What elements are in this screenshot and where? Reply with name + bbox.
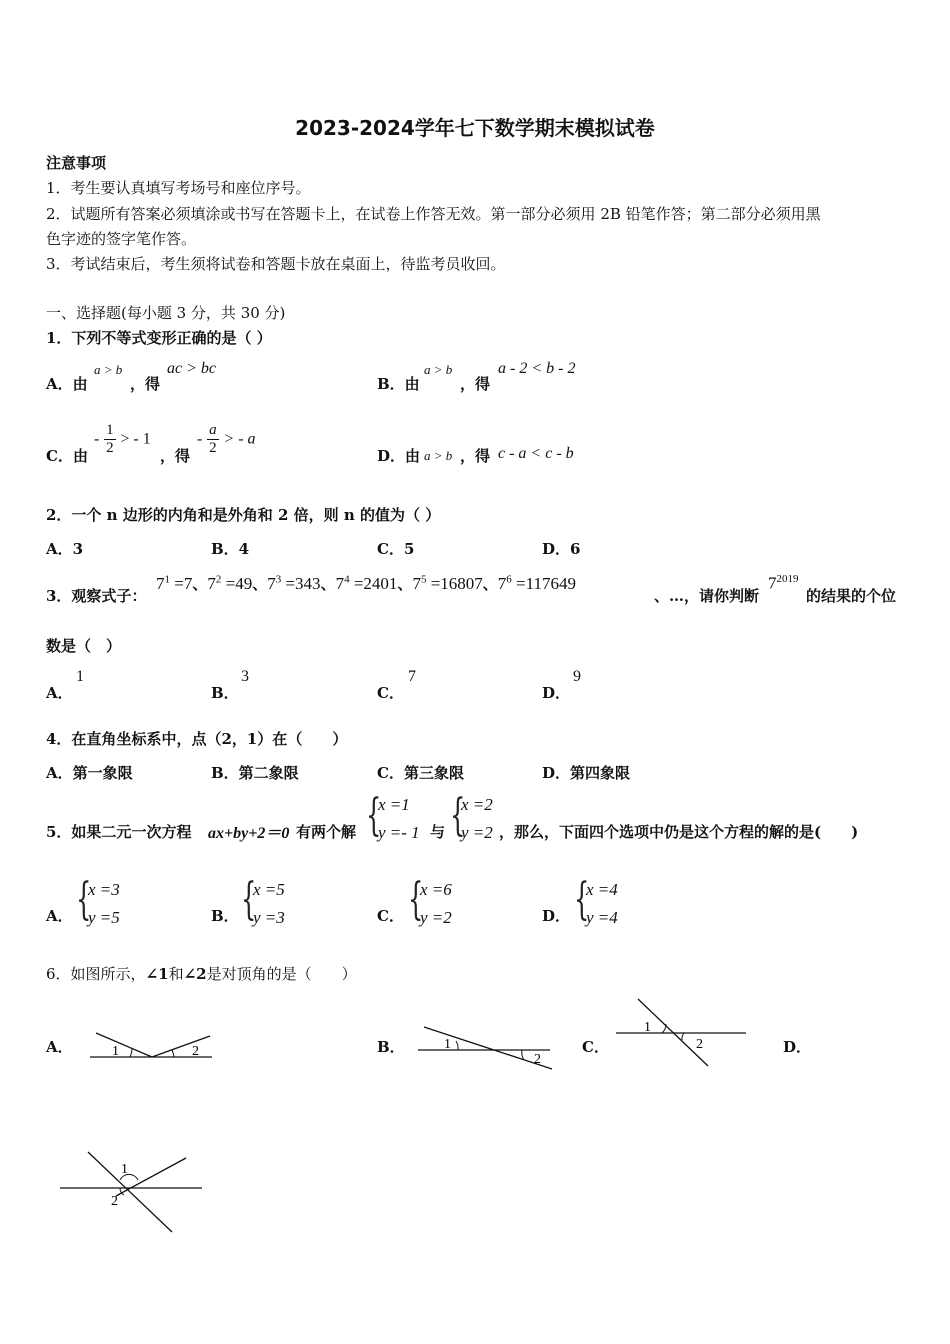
q1-option-b-cond: a > b [424, 362, 453, 377]
q6-stem-end: 是对顶角的是（ ） [206, 965, 357, 983]
q2-option-b: B．4 [211, 540, 250, 558]
q1-option-c-premise [94, 422, 151, 457]
notice-heading: 注意事项 [46, 154, 107, 172]
q3-sep-3: 、 [320, 575, 336, 593]
q6-d-label-2: 2 [111, 1194, 118, 1209]
q3-power-4 [336, 574, 398, 593]
q1-c-minus-2: - [197, 430, 203, 448]
q6-a-ray-right [152, 1036, 210, 1057]
q6-a-arc-2 [172, 1050, 174, 1057]
q3-p1-base: 7 [156, 574, 165, 593]
q5-option-b-system [253, 876, 285, 932]
q5-sol2 [461, 791, 493, 847]
q3-p4-exp: 4 [344, 573, 350, 586]
q3-p6-val: =117649 [516, 574, 577, 593]
q5-stem-mid: 有两个解 [296, 823, 357, 841]
q5-option-c-system [420, 876, 452, 932]
q6-b-arc-2 [522, 1050, 524, 1060]
q4-option-d: D．第四象限 [542, 764, 631, 782]
q1-option-c-mid: ，得 [160, 447, 191, 465]
q3-p2-val: =49 [225, 574, 253, 593]
q3-sep-2: 、 [252, 575, 268, 593]
q5-option-a-y: y =5 [88, 908, 120, 927]
q3-p5-val: =16807 [430, 574, 483, 593]
q5-option-a-brace: { [76, 874, 92, 925]
q6-angle-1: ∠1 [145, 965, 169, 983]
q3-option-c-label: C． [377, 684, 404, 702]
q6-stem-start: 6．如图所示， [46, 965, 146, 983]
q1-option-a-cond: a > b [94, 362, 123, 377]
q6-c-label-1: 1 [644, 1020, 651, 1035]
q4-option-c: C．第三象限 [377, 764, 464, 782]
q1-option-b-label: B．由 [377, 375, 420, 393]
q3-p3-val: =343 [285, 574, 321, 593]
q1-option-a-label: A．由 [46, 375, 88, 393]
q1-option-b-mid: ，得 [460, 375, 491, 393]
q3-p6-exp: 6 [506, 573, 512, 586]
q5-sol1-brace: { [366, 790, 382, 841]
q6-b-arc-1 [456, 1041, 458, 1050]
q3-option-b-value: 3 [241, 668, 249, 685]
q6-option-d-label: D． [783, 1038, 812, 1056]
q1-option-c-label: C．由 [46, 447, 88, 465]
q5-join: 与 [430, 823, 446, 841]
q3-p6-base: 7 [497, 574, 507, 593]
q3-p4-base: 7 [335, 574, 345, 593]
q5-sol1-x: x =1 [378, 795, 410, 814]
q5-stem-end: ，那么，下面四个选项中仍是这个方程的解的是( ) [499, 823, 859, 841]
q6-b-label-1: 1 [444, 1037, 451, 1052]
q6-option-c-label: C． [582, 1038, 609, 1056]
q3-sep-1: 、 [192, 575, 208, 593]
q2-option-c: C．5 [377, 540, 415, 558]
q1-option-a-mid: ，得 [130, 375, 161, 393]
q2-stem: 2．一个 n 边形的内角和是外角和 2 倍，则 n 的值为（ ） [46, 506, 441, 524]
q6-stem [46, 963, 357, 984]
q3-option-a-label: A． [46, 684, 73, 702]
notice-item-2-cont: 色字迹的签字笔作答。 [46, 230, 197, 248]
q1-c-num-1: 1 [106, 422, 114, 438]
q3-power-6 [498, 574, 576, 593]
q1-stem: 1．下列不等式变形正确的是（ ） [46, 329, 272, 347]
q3-p4-val: =2401 [353, 574, 398, 593]
q1-c-num-2: a [209, 422, 217, 438]
q6-and: 和 [168, 965, 184, 983]
notice-item-1: 1．考生要认真填写考场号和座位序号。 [46, 179, 311, 197]
q5-option-b-brace: { [241, 874, 257, 925]
q5-equation: ax+by+2＝0 [208, 825, 290, 842]
q5-option-c-x: x =6 [420, 880, 452, 899]
q6-a-label-1: 1 [112, 1044, 119, 1059]
q6-figure-d [58, 1148, 208, 1238]
notice-item-2: 2．试题所有答案必须填涂或书写在答题卡上，在试卷上作答无效。第一部分必须用 2B 铅笔作答；第二部分必须用黑 [46, 205, 821, 223]
q1-c-rel-2: > - a [223, 430, 256, 448]
q3-option-d-label: D． [542, 684, 571, 702]
q3-power-5 [412, 574, 482, 593]
q5-stem-start: 5．如果二元一次方程 [46, 823, 192, 841]
q5-sol1-y: y =- 1 [378, 823, 420, 842]
q1-c-rel-1: > - 1 [120, 430, 151, 448]
q6-a-label-2: 2 [192, 1044, 199, 1059]
q3-power-1 [156, 574, 192, 593]
section-heading: 一、选择题(每小题 3 分，共 30 分) [46, 304, 286, 322]
q3-target-exp: 2019 [776, 573, 799, 585]
q1-c-fraction-2 [207, 422, 219, 457]
q5-option-b-x: x =5 [253, 880, 285, 899]
q3-p5-exp: 5 [420, 573, 427, 586]
q5-option-c-y: y =2 [420, 908, 452, 927]
q6-d-line-1 [88, 1152, 172, 1232]
q3-stem-start: 3．观察式子： [46, 587, 147, 605]
q1-option-d-result: c - a < c - b [498, 445, 574, 462]
q4-option-b: B．第二象限 [211, 764, 299, 782]
q3-p3-base: 7 [267, 574, 276, 593]
q2-option-a: A．3 [46, 540, 84, 558]
q6-figure-c [612, 994, 752, 1070]
q1-c-den-1: 2 [106, 440, 114, 456]
notice-item-3: 3．考试结束后，考生须将试卷和答题卡放在桌面上，待监考员收回。 [46, 255, 506, 273]
q5-sol1 [378, 791, 420, 847]
q4-option-a: A．第一象限 [46, 764, 133, 782]
q3-target [768, 573, 799, 594]
q5-option-a-x: x =3 [88, 880, 120, 899]
q3-option-d-value: 9 [573, 668, 581, 685]
q3-option-b-label: B． [211, 684, 239, 702]
q3-power-3 [267, 574, 320, 593]
q5-option-d-label: D． [542, 907, 571, 925]
q6-option-b-label: B． [377, 1038, 405, 1056]
q1-option-d-cond: a > b [424, 448, 453, 463]
q3-ellipsis: 、…，请你判断 [654, 587, 760, 605]
q1-c-minus-1: - [94, 430, 100, 448]
q6-angle-2: ∠2 [183, 965, 207, 983]
page-title: 2023-2024学年七下数学期末模拟试卷 [295, 116, 655, 140]
q3-powers [156, 573, 576, 594]
q5-option-c-brace: { [408, 874, 424, 925]
q5-option-d-y: y =4 [586, 908, 618, 927]
q5-option-d-brace: { [574, 874, 590, 925]
q5-sol2-x: x =2 [461, 795, 493, 814]
q3-p1-exp: 1 [164, 573, 170, 586]
q1-option-d-mid: ，得 [460, 447, 491, 465]
q3-option-a-value: 1 [76, 668, 84, 685]
q5-option-c-label: C． [377, 907, 404, 925]
q2-option-d: D．6 [542, 540, 581, 558]
q3-p2-base: 7 [207, 574, 216, 593]
q6-c-arc-2 [682, 1033, 684, 1040]
q5-sol2-y: y =2 [461, 823, 493, 842]
q5-option-d-system [586, 876, 618, 932]
q1-option-d-label: D．由 [377, 447, 421, 465]
q3-target-base: 7 [768, 573, 777, 593]
q3-sep-4: 、 [397, 575, 413, 593]
q6-c-label-2: 2 [696, 1037, 703, 1052]
q3-p2-exp: 2 [215, 573, 222, 586]
q1-option-a-result: ac > bc [167, 360, 216, 377]
q6-a-ray-left [96, 1033, 152, 1057]
q6-figure-a [80, 1025, 220, 1065]
q6-figure-b [410, 1020, 560, 1075]
q6-option-a-label: A． [46, 1038, 73, 1056]
q5-option-b-y: y =3 [253, 908, 285, 927]
q1-c-fraction-1 [104, 422, 116, 457]
q5-option-a-label: A． [46, 907, 73, 925]
q3-p5-base: 7 [412, 574, 421, 593]
q1-option-c-result [197, 422, 256, 457]
q1-option-b-result: a - 2 < b - 2 [498, 360, 576, 377]
q5-option-a-system [88, 876, 120, 932]
q3-sep-5: 、 [482, 575, 498, 593]
q6-b-label-2: 2 [534, 1052, 541, 1067]
q3-p3-exp: 3 [275, 573, 282, 586]
q3-stem-end: 的结果的个位 [806, 587, 897, 605]
q3-p1-val: =7 [174, 574, 193, 593]
q3-stem-line2: 数是（ ） [46, 637, 122, 655]
q5-option-b-label: B． [211, 907, 239, 925]
q5-option-d-x: x =4 [586, 880, 618, 899]
q6-a-arc-1 [130, 1048, 132, 1057]
q4-stem: 4．在直角坐标系中，点（2，1）在（ ） [46, 730, 348, 748]
q6-d-label-1: 1 [121, 1162, 128, 1177]
q3-option-c-value: 7 [408, 668, 416, 685]
q3-power-2 [207, 574, 252, 593]
q1-c-den-2: 2 [209, 440, 217, 456]
q5-sol2-brace: { [450, 790, 466, 841]
